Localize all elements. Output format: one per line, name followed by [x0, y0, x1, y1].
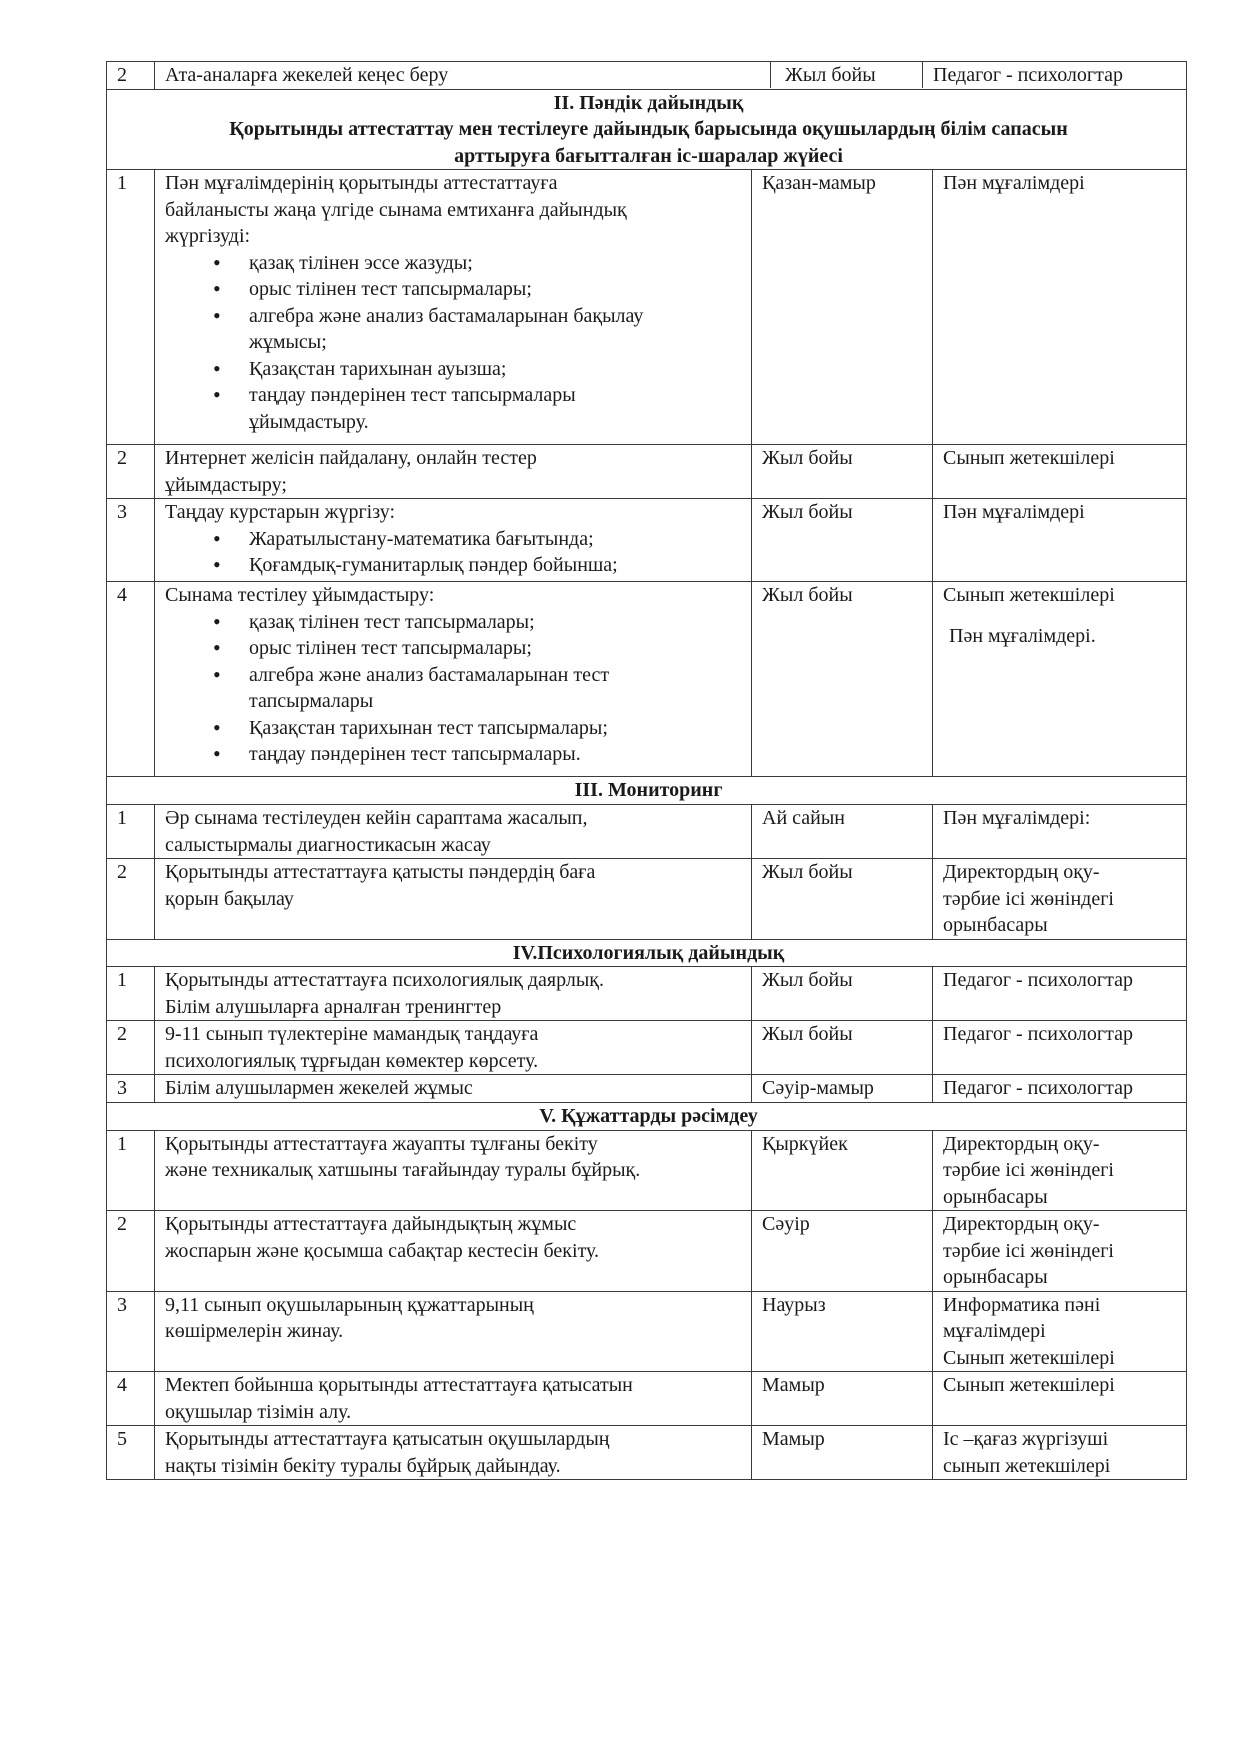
- text-line: Пән мұғалімдері: [943, 501, 1085, 523]
- row-number: 2: [107, 859, 155, 940]
- text-line: орынбасары: [943, 1185, 1048, 1208]
- row-number: 2: [107, 1021, 155, 1075]
- row-number: 1: [107, 805, 155, 859]
- text-line: Қорытынды аттестаттауға қатысатын оқушылардың: [165, 1428, 610, 1450]
- row-number: 2: [107, 62, 155, 90]
- responsible-cell: [933, 805, 1187, 859]
- activity-text: Пән мұғалімдерінің қорытынды аттестаттауға: [165, 172, 558, 194]
- time-cell: Ай сайын: [752, 805, 933, 859]
- responsible-cell: [933, 967, 1187, 1021]
- time-cell: Наурыз: [752, 1291, 933, 1372]
- text-line: • таңдау пәндерінен тест тапсырмалары: [249, 384, 576, 406]
- time-cell: Қыркүйек: [752, 1130, 933, 1211]
- first-row-cells: [155, 62, 1187, 90]
- responsible-cell: [933, 1211, 1187, 1292]
- text-line: психологиялық тұрғыдан көмектер көрсету.: [165, 1049, 539, 1072]
- table-row: [107, 499, 1187, 582]
- activity-cell: [155, 170, 752, 445]
- text-line: • орыс тілінен тест тапсырмалары;: [249, 637, 532, 659]
- section-title: II. Пәндік дайындық: [553, 91, 744, 114]
- text-line: • орыс тілінен тест тапсырмалары;: [249, 278, 532, 300]
- text-line: нақты тізімін бекіту туралы бұйрық дайындау.: [165, 1454, 561, 1477]
- section-2-header: [107, 89, 1187, 170]
- activity-cell: [155, 859, 752, 940]
- time-cell: Сәуір-мамыр: [752, 1075, 933, 1103]
- text-line: Қорытынды аттестаттауға жауапты тұлғаны бекіту: [165, 1132, 598, 1155]
- text-line: ұйымдастыру;: [165, 473, 287, 496]
- table-row: [107, 1426, 1187, 1480]
- text-line: Пән мұғалімдері: [943, 172, 1085, 194]
- responsible-cell: [933, 859, 1187, 940]
- bullet-item: [165, 382, 745, 435]
- bullet-item: [165, 356, 745, 383]
- text-line: көшірмелерін жинау.: [165, 1320, 344, 1342]
- text-line: Қорытынды аттестаттауға қатысты пәндердің баға: [165, 861, 596, 883]
- text-line: оқушылар тізімін алу.: [165, 1400, 352, 1423]
- section-5-header: V. Құжаттарды рәсімдеу: [107, 1102, 1187, 1130]
- section-subtitle: арттыруға бағытталған іс-шаралар жүйесі: [454, 144, 843, 167]
- row-number: 4: [107, 582, 155, 777]
- section-header-row: [107, 777, 1187, 805]
- table-row: [107, 62, 1187, 90]
- time-cell: Жыл бойы: [771, 62, 923, 88]
- text-line: • алгебра және анализ бастамаларынан бақылау: [249, 304, 644, 327]
- table-row: [107, 445, 1187, 499]
- responsible-cell: [933, 1291, 1187, 1372]
- table-row: [107, 1291, 1187, 1372]
- section-header-row: [107, 89, 1187, 170]
- row-number: 1: [107, 967, 155, 1021]
- table-row: [107, 1130, 1187, 1211]
- responsible-cell: Педагог - психологтар: [933, 64, 1123, 86]
- row-number: 5: [107, 1426, 155, 1480]
- bullet-item: [165, 250, 745, 277]
- activity-cell: [155, 1426, 752, 1480]
- text-line: Педагог - психологтар: [943, 969, 1133, 991]
- text-line: • Қазақстан тарихынан тест тапсырмалары;: [249, 716, 608, 739]
- bullet-list: [165, 526, 745, 579]
- text-line: және техникалық хатшыны тағайындау туралы бұйрық.: [165, 1159, 641, 1181]
- table-row: [107, 1021, 1187, 1075]
- time-cell: Қазан-мамыр: [752, 170, 933, 445]
- activity-cell: [155, 1372, 752, 1426]
- text-line: сынып жетекшілері: [943, 1454, 1111, 1477]
- text-line: Сынып жетекшілері: [943, 1346, 1115, 1369]
- responsible-cell: [933, 170, 1187, 445]
- activity-cell: [155, 582, 752, 777]
- text-line: тәрбие ісі жөніндегі: [943, 1159, 1114, 1181]
- row-number: 1: [107, 1130, 155, 1211]
- section-3-header: III. Мониторинг: [107, 777, 1187, 805]
- bullet-item: [165, 609, 745, 636]
- row-number: 2: [107, 445, 155, 499]
- text-line: Әр сынама тестілеуден кейін сараптама жасалып,: [165, 807, 588, 829]
- text-line: Сынып жетекшілері: [943, 447, 1115, 469]
- text-line: тәрбие ісі жөніндегі: [943, 887, 1114, 910]
- text-line: ұйымдастыру.: [249, 410, 369, 433]
- text-line: Педагог - психологтар: [943, 1077, 1133, 1099]
- text-line: Сынып жетекшілері: [943, 584, 1115, 606]
- text-line: Сынып жетекшілері: [943, 1374, 1115, 1396]
- time-cell: Мамыр: [752, 1426, 933, 1480]
- text-line: тапсырмалары: [249, 690, 374, 712]
- activity-cell: [155, 445, 752, 499]
- text-line: • қазақ тілінен тест тапсырмалары;: [249, 610, 535, 633]
- activity-cell: [155, 1211, 752, 1292]
- text-line: Информатика пәні: [943, 1293, 1101, 1316]
- table-row: [107, 967, 1187, 1021]
- text-line: Іс –қағаз жүргізуші: [943, 1428, 1109, 1450]
- activity-cell: [155, 805, 752, 859]
- text-line: Сынама тестілеу ұйымдастыру:: [165, 584, 435, 606]
- text-line: мұғалімдері: [943, 1320, 1046, 1342]
- text-line: Қорытынды аттестаттауға дайындықтың жұмыс: [165, 1213, 577, 1235]
- bullet-list: [165, 250, 745, 436]
- activity-cell: Ата-аналарға жекелей кеңес беру: [155, 62, 771, 88]
- section-header-row: [107, 1102, 1187, 1130]
- time-cell: Жыл бойы: [752, 967, 933, 1021]
- text-line: Пән мұғалімдері:: [943, 807, 1091, 829]
- text-line: Директордың оқу-: [943, 861, 1100, 883]
- table-row: [107, 1372, 1187, 1426]
- responsible-cell: [933, 1021, 1187, 1075]
- plan-table: [106, 61, 1187, 1480]
- responsible-cell: [933, 1075, 1187, 1103]
- text-line: жұмысы;: [249, 331, 327, 353]
- activity-cell: [155, 1075, 752, 1103]
- text-line: • Қоғамдық-гуманитарлық пәндер бойынша;: [249, 554, 618, 576]
- text-line: салыстырмалы диагностикасын жасау: [165, 833, 491, 856]
- time-cell: Жыл бойы: [752, 1021, 933, 1075]
- text-line: орынбасары: [943, 914, 1048, 936]
- text-line: Директордың оқу-: [943, 1132, 1100, 1155]
- activity-text: байланысты жаңа үлгіде сынама емтиханға дайындық: [165, 198, 627, 221]
- text-line: 9-11 сынып түлектеріне мамандық таңдауға: [165, 1023, 539, 1045]
- responsible-cell: [933, 582, 1187, 777]
- time-cell: Мамыр: [752, 1372, 933, 1426]
- bullet-item: [165, 635, 745, 662]
- row-number: 2: [107, 1211, 155, 1292]
- table-row: [107, 1075, 1187, 1103]
- section-4-header: IV.Психологиялық дайындық: [107, 939, 1187, 967]
- section-header-row: [107, 939, 1187, 967]
- activity-cell: [155, 1291, 752, 1372]
- text-line: Педагог - психологтар: [943, 1023, 1133, 1045]
- row-number: 3: [107, 1291, 155, 1372]
- text-line: Қорытынды аттестаттауға психологиялық даярлық.: [165, 969, 604, 991]
- activity-cell: [155, 1021, 752, 1075]
- table-row: [107, 170, 1187, 445]
- text-line: • Қазақстан тарихынан ауызша;: [249, 357, 507, 380]
- bullet-item: [165, 741, 745, 768]
- table-row: [107, 805, 1187, 859]
- responsible-cell: [933, 1130, 1187, 1211]
- responsible-cell: [933, 499, 1187, 582]
- table-row: [107, 859, 1187, 940]
- text-line: жоспарын және қосымша сабақтар кестесін бекіту.: [165, 1239, 600, 1262]
- bullet-item: [165, 526, 745, 553]
- time-cell: Жыл бойы: [752, 499, 933, 582]
- activity-cell: [155, 1130, 752, 1211]
- text-line: Білім алушылармен жекелей жұмыс: [165, 1077, 473, 1099]
- time-cell: Жыл бойы: [752, 582, 933, 777]
- activity-text: жүргізуді:: [165, 225, 251, 247]
- responsible-cell: [933, 445, 1187, 499]
- bullet-list: [165, 609, 745, 768]
- row-number: 1: [107, 170, 155, 445]
- text-line: Мектеп бойынша қорытынды аттестаттауға қатысатын: [165, 1374, 633, 1396]
- row-number: 3: [107, 499, 155, 582]
- responsible-cell: [933, 1426, 1187, 1480]
- text-line: Пән мұғалімдері.: [949, 624, 1096, 647]
- section-subtitle: Қорытынды аттестаттау мен тестілеуге дайындық барысында оқушылардың білім сапасын: [229, 118, 1068, 140]
- text-line: • Жаратылыстану-математика бағытында;: [249, 527, 594, 550]
- row-number: 4: [107, 1372, 155, 1426]
- bullet-item: [165, 715, 745, 742]
- bullet-item: [165, 303, 745, 356]
- bullet-item: [165, 552, 745, 579]
- text-line: Білім алушыларға арналған тренингтер: [165, 995, 502, 1018]
- activity-cell: [155, 967, 752, 1021]
- text-line: орынбасары: [943, 1266, 1048, 1288]
- responsible-cell: [933, 1372, 1187, 1426]
- bullet-item: [165, 662, 745, 715]
- text-line: Директордың оқу-: [943, 1213, 1100, 1235]
- activity-cell: [155, 499, 752, 582]
- time-cell: Жыл бойы: [752, 859, 933, 940]
- text-line: тәрбие ісі жөніндегі: [943, 1239, 1114, 1262]
- text-line: • алгебра және анализ бастамаларынан тест: [249, 663, 610, 686]
- bullet-item: [165, 276, 745, 303]
- text-line: Таңдау курстарын жүргізу:: [165, 501, 395, 523]
- time-cell: Жыл бойы: [752, 445, 933, 499]
- time-cell: Сәуір: [752, 1211, 933, 1292]
- text-line: • таңдау пәндерінен тест тапсырмалары.: [249, 743, 581, 765]
- table-row: [107, 1211, 1187, 1292]
- text-line: 9,11 сынып оқушыларының құжаттарының: [165, 1293, 534, 1316]
- table-row: [107, 582, 1187, 777]
- text-line: Интернет желісін пайдалану, онлайн тестер: [165, 447, 537, 469]
- text-line: қорын бақылау: [165, 887, 294, 910]
- row-number: 3: [107, 1075, 155, 1103]
- text-line: • қазақ тілінен эссе жазуды;: [249, 251, 473, 274]
